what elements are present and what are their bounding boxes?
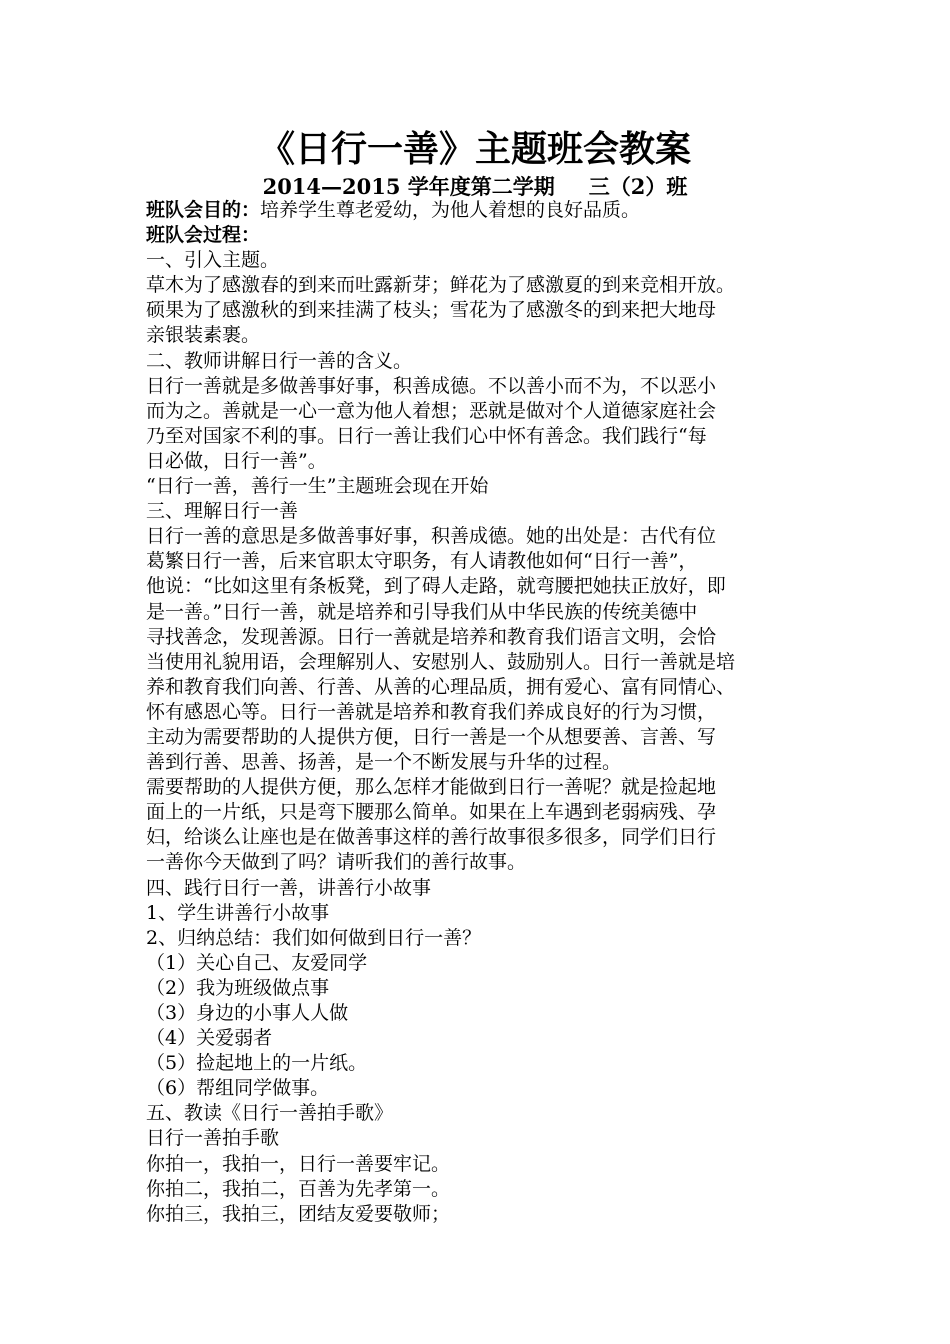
text-line: 亲银装素裹。 [146, 324, 261, 347]
purpose-text: 培养学生尊老爱幼，为他人着想的良好品质。 [260, 199, 641, 221]
document-body [146, 198, 816, 1227]
text-line: 需要帮助的人提供方便，那么怎样才能做到日行一善呢？就是捡起地 [146, 776, 717, 799]
text-line: 你拍一，我拍一，日行一善要牢记。 [146, 1152, 451, 1175]
text-line: 二、教师讲解日行一善的含义。 [146, 349, 413, 372]
text-line: （3）身边的小事人人做 [146, 1002, 349, 1024]
text-line: （4）关爱弱者 [146, 1027, 273, 1050]
text-line: 草木为了感激春的到来而吐露新芽；鲜花为了感激夏的到来竞相开放。 [146, 274, 736, 297]
subtitle-term: 2014—2015 学年度第二学期 [262, 174, 555, 199]
subtitle-class: 三（2）班 [588, 174, 688, 199]
text-line: 而为之。善就是一心一意为他人着想；恶就是做对个人道德家庭社会 [146, 399, 717, 422]
text-line: 养和教育我们向善、行善、从善的心理品质，拥有爱心、富有同情心、 [146, 675, 736, 698]
text-line: 乃至对国家不利的事。日行一善让我们心中怀有善念。我们践行“每 [146, 424, 707, 447]
text-line: 面上的一片纸，只是弯下腰那么简单。如果在上车遇到老弱病残、孕 [146, 801, 717, 824]
purpose-label: 班队会目的： [146, 199, 261, 221]
text-line: 日必做，日行一善”。 [146, 449, 327, 472]
process-line [146, 223, 816, 248]
text-line: （6）帮组同学做事。 [146, 1077, 330, 1100]
purpose-line [146, 198, 816, 223]
text-line: 日行一善的意思是多做善事好事，积善成德。她的出处是：古代有位 [146, 525, 717, 548]
text-line: 你拍三，我拍三，团结友爱要敬师； [146, 1202, 451, 1225]
text-line: “日行一善，善行一生”主题班会现在开始 [146, 475, 489, 498]
text-line: 妇，给谈么让座也是在做善事这样的善行故事很多很多，同学们日行 [146, 826, 717, 849]
text-line: 当使用礼貌用语，会理解别人、安慰别人、鼓励别人。日行一善就是培 [146, 650, 736, 673]
text-line: 四、践行日行一善，讲善行小故事 [146, 876, 432, 899]
text-line: 一善你今天做到了吗？请听我们的善行故事。 [146, 851, 527, 874]
text-line: （2）我为班级做点事 [146, 976, 330, 999]
document-title: 《日行一善》主题班会教案 [258, 129, 691, 170]
text-line: 主动为需要帮助的人提供方便，日行一善是一个从想要善、言善、写 [146, 725, 717, 748]
text-line: 三、理解日行一善 [146, 500, 299, 523]
text-line: （1）关心自己、友爱同学 [146, 951, 368, 974]
text-line: 你拍二，我拍二，百善为先孝第一。 [146, 1177, 451, 1200]
text-line: 五、教读《日行一善拍手歌》 [146, 1102, 394, 1125]
process-label: 班队会过程： [146, 224, 261, 247]
text-line: 怀有感恩心等。日行一善就是培养和教育我们养成良好的行为习惯， [146, 700, 717, 723]
document-subtitle [0, 173, 950, 201]
text-line: 善到行善、思善、扬善，是一个不断发展与升华的过程。 [146, 751, 622, 774]
text-line: 硕果为了感激秋的到来挂满了枝头；雪花为了感激冬的到来把大地母 [146, 299, 717, 322]
text-line: 2、归纳总结：我们如何做到日行一善？ [146, 926, 482, 949]
text-line: 日行一善拍手歌 [146, 1127, 280, 1150]
text-line: 是一善。”日行一善，就是培养和引导我们从中华民族的传统美德中 [146, 600, 698, 623]
text-line: 一、引入主题。 [146, 249, 280, 272]
text-line: 寻找善念，发现善源。日行一善就是培养和教育我们语言文明，会恰 [146, 625, 717, 648]
text-line: 他说：“比如这里有条板凳，到了碍人走路，就弯腰把她扶正放好，即 [146, 575, 726, 598]
text-line: 葛繁日行一善，后来官职太守职务，有人请教他如何“日行一善”， [146, 550, 698, 573]
text-line: 日行一善就是多做善事好事，积善成德。不以善小而不为，不以恶小 [146, 374, 717, 397]
text-line: 1、学生讲善行小故事 [146, 901, 330, 924]
text-line: （5）捡起地上的一片纸。 [146, 1052, 368, 1075]
